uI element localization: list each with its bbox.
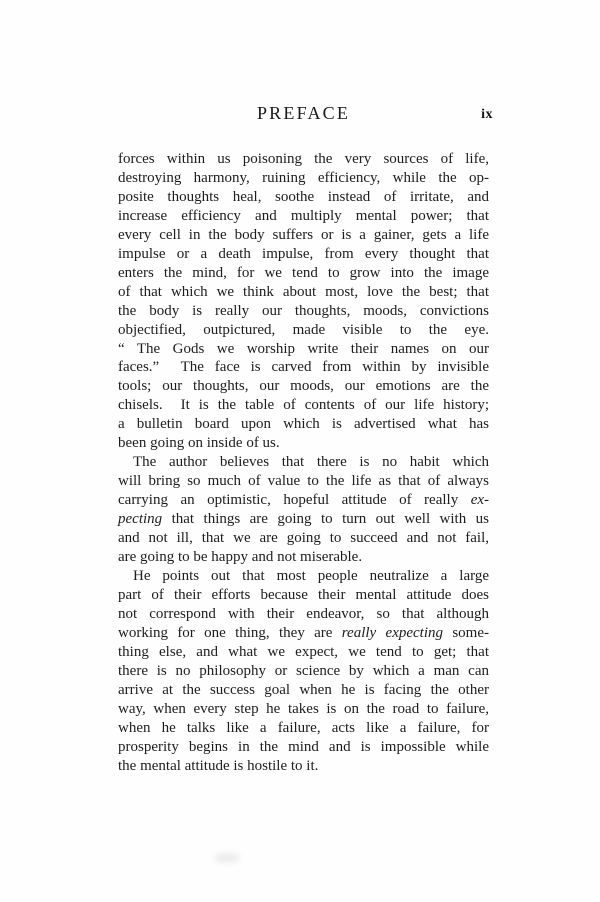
- text-segment: The author believes that there is no habit which: [133, 454, 489, 471]
- text-segment: some-: [443, 624, 489, 641]
- text-line: [118, 377, 489, 396]
- text-segment: of that which we think about most, love the best; that: [118, 283, 489, 300]
- text-segment: carrying an optimistic, hopeful attitude of really: [118, 492, 471, 509]
- text-line: [118, 472, 489, 491]
- text-segment: a bulletin board upon which is advertised what has: [118, 416, 489, 433]
- text-line: [118, 681, 489, 700]
- text-line: [118, 738, 489, 757]
- text-line: [118, 264, 489, 283]
- text-segment: chisels. It is the table of contents of our life history;: [118, 397, 489, 414]
- text-line: [118, 586, 489, 605]
- text-segment: there is no philosophy or science by which a man can: [118, 662, 489, 679]
- text-segment: the body is really our thoughts, moods, convictions: [118, 302, 489, 319]
- text-block: [118, 150, 489, 775]
- text-segment: tools; our thoughts, our moods, our emotions are the: [118, 378, 489, 395]
- text-segment: prosperity begins in the mind and is impossible while: [118, 738, 489, 755]
- text-segment: will bring so much of value to the life as that of always: [118, 473, 489, 490]
- page-header: [118, 103, 493, 129]
- text-line: [118, 283, 489, 302]
- text-line: [118, 510, 489, 529]
- text-segment: are going to be happy and not miserable.: [118, 549, 363, 566]
- text-line: [118, 719, 489, 738]
- text-segment: arrive at the success goal when he is facing the other: [118, 681, 489, 698]
- text-line: [118, 207, 489, 226]
- text-line: [118, 548, 489, 567]
- text-line: [118, 434, 489, 453]
- text-segment: “ The Gods we worship write their names on our: [118, 340, 489, 357]
- text-segment: increase efficiency and multiply mental power; that: [118, 207, 489, 224]
- text-segment: faces.” The face is carved from within by invisible: [118, 359, 489, 376]
- text-segment: and not ill, that we are going to succeed and not fail,: [118, 530, 489, 547]
- text-segment: every cell in the body suffers or is a gainer, gets a life: [118, 226, 489, 243]
- italic-text-segment: pecting: [118, 511, 163, 528]
- text-line: [118, 567, 489, 586]
- text-segment: thing else, and what we expect, we tend to get; that: [118, 643, 489, 660]
- text-line: [118, 396, 489, 415]
- scan-smudge-mark: [214, 853, 240, 863]
- text-segment: objectified, outpictured, made visible to the eye.: [118, 321, 489, 338]
- text-line: [118, 245, 489, 264]
- page-number: ix: [481, 107, 493, 122]
- text-segment: been going on inside of us.: [118, 435, 280, 452]
- text-line: [118, 188, 489, 207]
- text-line: [118, 643, 489, 662]
- text-line: [118, 415, 489, 434]
- text-segment: destroying harmony, ruining efficiency, while the op-: [118, 169, 489, 186]
- text-line: [118, 491, 489, 510]
- italic-text-segment: really expecting: [341, 624, 443, 641]
- text-segment: impulse or a death impulse, from every thought that: [118, 245, 489, 262]
- text-segment: part of their efforts because their mental attitude does: [118, 586, 489, 603]
- text-line: [118, 700, 489, 719]
- text-line: [118, 757, 489, 776]
- text-segment: posite thoughts heal, soothe instead of irritate, and: [118, 188, 489, 205]
- italic-text-segment: ex-: [470, 492, 489, 509]
- text-line: [118, 150, 489, 169]
- text-line: [118, 302, 489, 321]
- text-segment: not correspond with their endeavor, so that although: [118, 605, 489, 622]
- text-segment: that things are going to turn out well with us: [162, 511, 489, 528]
- text-line: [118, 169, 489, 188]
- page-title: PREFACE: [256, 103, 351, 123]
- text-line: [118, 340, 489, 359]
- text-line: [118, 321, 489, 340]
- text-line: [118, 605, 489, 624]
- text-line: [118, 529, 489, 548]
- text-line: [118, 358, 489, 377]
- text-segment: when he talks like a failure, acts like a failure, for: [118, 719, 489, 736]
- text-segment: way, when every step he takes is on the road to failure,: [118, 700, 489, 717]
- text-line: [118, 226, 489, 245]
- text-segment: the mental attitude is hostile to it.: [118, 757, 319, 774]
- text-segment: He points out that most people neutralize a large: [133, 567, 489, 584]
- text-line: [118, 662, 489, 681]
- text-segment: working for one thing, they are: [118, 624, 342, 641]
- text-segment: enters the mind, for we tend to grow into the image: [118, 264, 489, 281]
- text-line: [118, 453, 489, 472]
- text-line: [118, 624, 489, 643]
- text-segment: forces within us poisoning the very sources of life,: [118, 151, 489, 167]
